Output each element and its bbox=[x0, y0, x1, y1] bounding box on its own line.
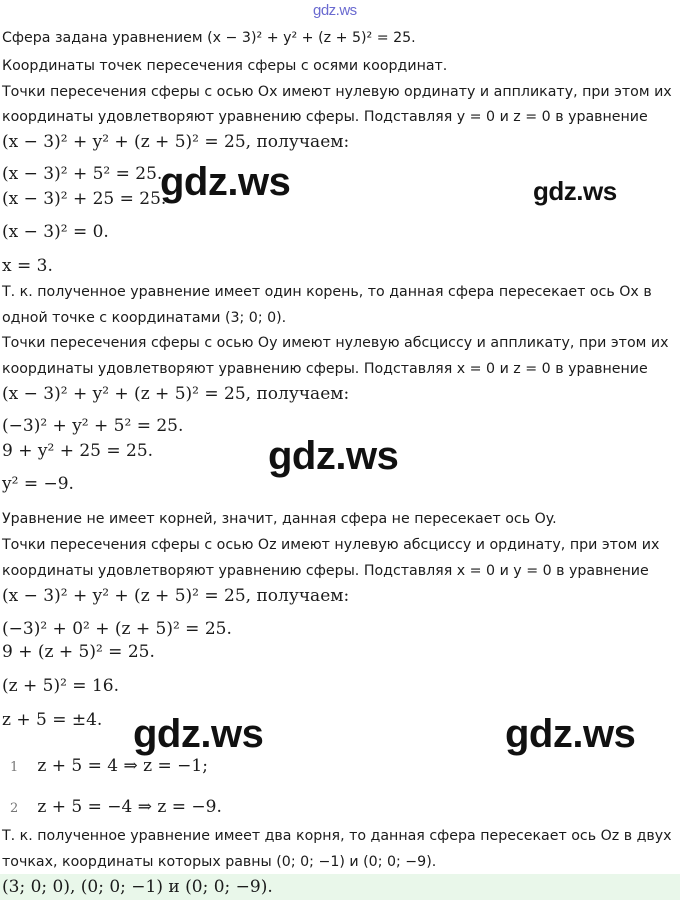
oz-step-1: (−3)² + 0² + (z + 5)² = 25. bbox=[2, 619, 232, 639]
oz-conclusion-1: Т. к. полученное уравнение имеет два корня, то данная сфера пересекает ось Oz в двух bbox=[2, 828, 672, 844]
ox-text-2: координаты удовлетворяют уравнению сферы. Подставляя y = 0 и z = 0 в уравнение bbox=[2, 109, 648, 125]
case-number: 2 bbox=[10, 801, 19, 816]
ox-text-1: Точки пересечения сферы с осью Ox имеют нулевую ординату и аппликату, при этом их bbox=[2, 84, 672, 100]
oy-text-2: координаты удовлетворяют уравнению сферы. Подставляя x = 0 и z = 0 в уравнение bbox=[2, 361, 648, 377]
oz-equation: (x − 3)² + y² + (z + 5)² = 25, получаем: bbox=[2, 586, 350, 606]
case-equation: z + 5 = −4 ⇒ z = −9. bbox=[37, 797, 222, 817]
watermark: gdz.ws bbox=[505, 712, 636, 756]
oz-step-2: 9 + (z + 5)² = 25. bbox=[2, 642, 155, 662]
watermark-top: gdz.ws bbox=[313, 2, 357, 19]
watermark: gdz.ws bbox=[160, 160, 291, 204]
task-heading: Координаты точек пересечения сферы с осями координат. bbox=[2, 58, 448, 74]
oz-text-2: координаты удовлетворяют уравнению сферы. Подставляя x = 0 и y = 0 в уравнение bbox=[2, 563, 649, 579]
ox-step-3: (x − 3)² = 0. bbox=[2, 222, 109, 242]
ox-equation: (x − 3)² + y² + (z + 5)² = 25, получаем: bbox=[2, 132, 350, 152]
oy-text-1: Точки пересечения сферы с осью Oy имеют нулевую абсциссу и аппликату, при этом их bbox=[2, 335, 669, 351]
final-answer: (3; 0; 0), (0; 0; −1) и (0; 0; −9). bbox=[2, 877, 273, 897]
ox-step-2: (x − 3)² + 25 = 25. bbox=[2, 189, 167, 209]
watermark: gdz.ws bbox=[533, 176, 617, 206]
oz-text-1: Точки пересечения сферы с осью Oz имеют нулевую абсциссу и ординату, при этом их bbox=[2, 537, 660, 553]
case-number: 1 bbox=[10, 760, 19, 775]
watermark: gdz.ws bbox=[268, 434, 399, 478]
oz-step-4: z + 5 = ±4. bbox=[2, 710, 103, 730]
ox-step-4: x = 3. bbox=[2, 256, 53, 276]
oz-step-3: (z + 5)² = 16. bbox=[2, 676, 119, 696]
ox-step-1: (x − 3)² + 5² = 25. bbox=[2, 164, 163, 184]
oy-step-2: 9 + y² + 25 = 25. bbox=[2, 441, 154, 461]
oy-conclusion: Уравнение не имеет корней, значит, данная сфера не пересекает ось Oy. bbox=[2, 511, 557, 527]
case-equation: z + 5 = 4 ⇒ z = −1; bbox=[37, 756, 208, 776]
watermark: gdz.ws bbox=[133, 712, 264, 756]
oz-case-2 bbox=[0, 798, 222, 818]
ox-conclusion-2: одной точке с координатами (3; 0; 0). bbox=[2, 310, 287, 326]
oz-conclusion-2: точках, координаты которых равны (0; 0; −1) и (0; 0; −9). bbox=[2, 854, 437, 870]
oz-case-1 bbox=[0, 757, 208, 777]
sphere-equation-line: Сфера задана уравнением (x − 3)² + y² + (z + 5)² = 25. bbox=[2, 30, 416, 46]
oy-step-1: (−3)² + y² + 5² = 25. bbox=[2, 416, 184, 436]
oy-equation: (x − 3)² + y² + (z + 5)² = 25, получаем: bbox=[2, 384, 350, 404]
ox-conclusion-1: Т. к. полученное уравнение имеет один корень, то данная сфера пересекает ось Ox в bbox=[2, 284, 652, 300]
oy-step-3: y² = −9. bbox=[2, 474, 74, 494]
